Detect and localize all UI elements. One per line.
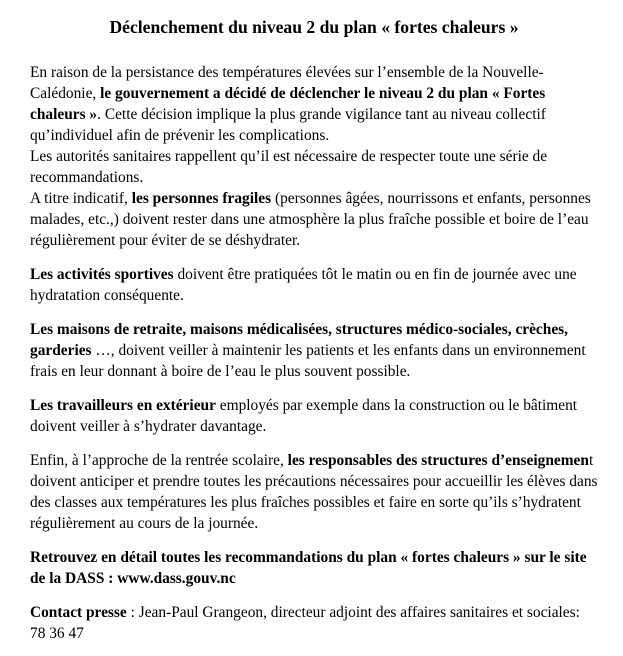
- paragraph-recommandations-dass: Retrouvez en détail toutes les recommandations du plan « fortes chaleurs » sur le site de la DASS : www.dass.gouv.nc: [30, 549, 587, 587]
- document-title: Déclenchement du niveau 2 du plan « fortes chaleurs »: [109, 17, 519, 37]
- paragraph-maisons-retraite: Les maisons de retraite, maisons médicalisées, structures médico-sociales, crèches, garderies …, doivent veiller à maintenir les patients et les enfants dans un environnement frais en leur donnant à boire de l’eau le plus souvent possible.: [30, 321, 586, 380]
- paragraph-structures-enseignement: Enfin, à l’approche de la rentrée scolaire, les responsables des structures d’enseignement doivent anticiper et prendre toutes les précautions nécessaires pour accueillir les élèves dans des classes aux températures les plus fraîches possibles et faire en sorte qu’ils s’hydratent régulièrement au cours de la journée.: [30, 452, 598, 532]
- paragraph-contact-presse: Contact presse : Jean-Paul Grangeon, directeur adjoint des affaires sanitaires et sociales: 78 36 47: [30, 604, 580, 642]
- paragraph-autorites: Les autorités sanitaires rappellent qu’il est nécessaire de respecter toute une série de recommandations.: [30, 148, 548, 186]
- paragraph-personnes-fragiles: A titre indicatif, les personnes fragiles (personnes âgées, nourrissons et enfants, personnes malades, etc.,) doivent rester dans une atmosphère la plus fraîche possible et boire de l’eau régulièrement pour éviter de se déshydrater.: [30, 190, 591, 249]
- paragraph-travailleurs-exterieur: Les travailleurs en extérieur employés par exemple dans la construction ou le bâtiment doivent veiller à s’hydrater davantage.: [30, 397, 578, 435]
- paragraph-activites-sportives: Les activités sportives doivent être pratiquées tôt le matin ou en fin de journée avec une hydratation conséquente.: [30, 266, 577, 304]
- paragraph-intro: En raison de la persistance des températures élevées sur l’ensemble de la Nouvelle-Calédonie, le gouvernement a décidé de déclencher le niveau 2 du plan « Fortes chaleurs ». Cette décision implique la plus grande vigilance tant au niveau collectif qu’individuel afin de prévenir les complications.: [30, 64, 546, 144]
- document-body: [30, 62, 598, 644]
